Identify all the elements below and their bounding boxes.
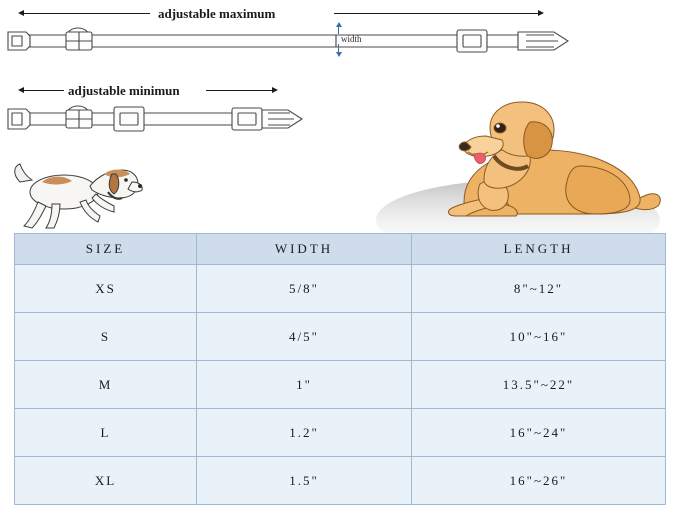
width-label: width <box>341 34 362 44</box>
cell-width: 1" <box>197 361 412 409</box>
cell-width: 4/5" <box>197 313 412 361</box>
collar-strap-max-icon <box>6 18 571 60</box>
table-header-length: LENGTH <box>412 234 666 265</box>
cell-length: 8"~12" <box>412 265 666 313</box>
adjustable-minimum-label: adjustable minimun <box>68 83 180 98</box>
max-dimension-line-left <box>20 13 150 14</box>
min-dimension-line-left <box>20 90 64 91</box>
cell-size: XL <box>15 457 197 505</box>
cell-length: 16"~24" <box>412 409 666 457</box>
cell-size: S <box>15 313 197 361</box>
cell-length: 16"~26" <box>412 457 666 505</box>
table-header-size: SIZE <box>15 234 197 265</box>
table-row <box>15 265 666 313</box>
cell-size: L <box>15 409 197 457</box>
min-arrow-right <box>272 87 278 93</box>
cell-size: M <box>15 361 197 409</box>
width-dimension-line-bottom <box>338 44 339 52</box>
adjustable-maximum-label: adjustable maximum <box>158 6 276 21</box>
size-table <box>14 233 666 505</box>
width-dimension-line-top <box>338 26 339 34</box>
cell-width: 1.2" <box>197 409 412 457</box>
table-header-width: WIDTH <box>197 234 412 265</box>
cell-length: 10"~16" <box>412 313 666 361</box>
collar-strap-min-icon <box>6 95 306 139</box>
cell-length: 13.5"~22" <box>412 361 666 409</box>
table-row <box>15 361 666 409</box>
table-header-row <box>15 234 666 265</box>
table-row <box>15 457 666 505</box>
width-arrow-up <box>336 22 342 27</box>
max-arrow-left <box>18 10 24 16</box>
running-dog-illustration <box>8 152 144 230</box>
max-arrow-right <box>538 10 544 16</box>
table-row <box>15 409 666 457</box>
min-arrow-left <box>18 87 24 93</box>
width-arrow-down <box>336 52 342 57</box>
max-dimension-line-right <box>334 13 542 14</box>
cell-size: XS <box>15 265 197 313</box>
cell-width: 1.5" <box>197 457 412 505</box>
cell-width: 5/8" <box>197 265 412 313</box>
table-row <box>15 313 666 361</box>
min-dimension-line-right <box>206 90 276 91</box>
